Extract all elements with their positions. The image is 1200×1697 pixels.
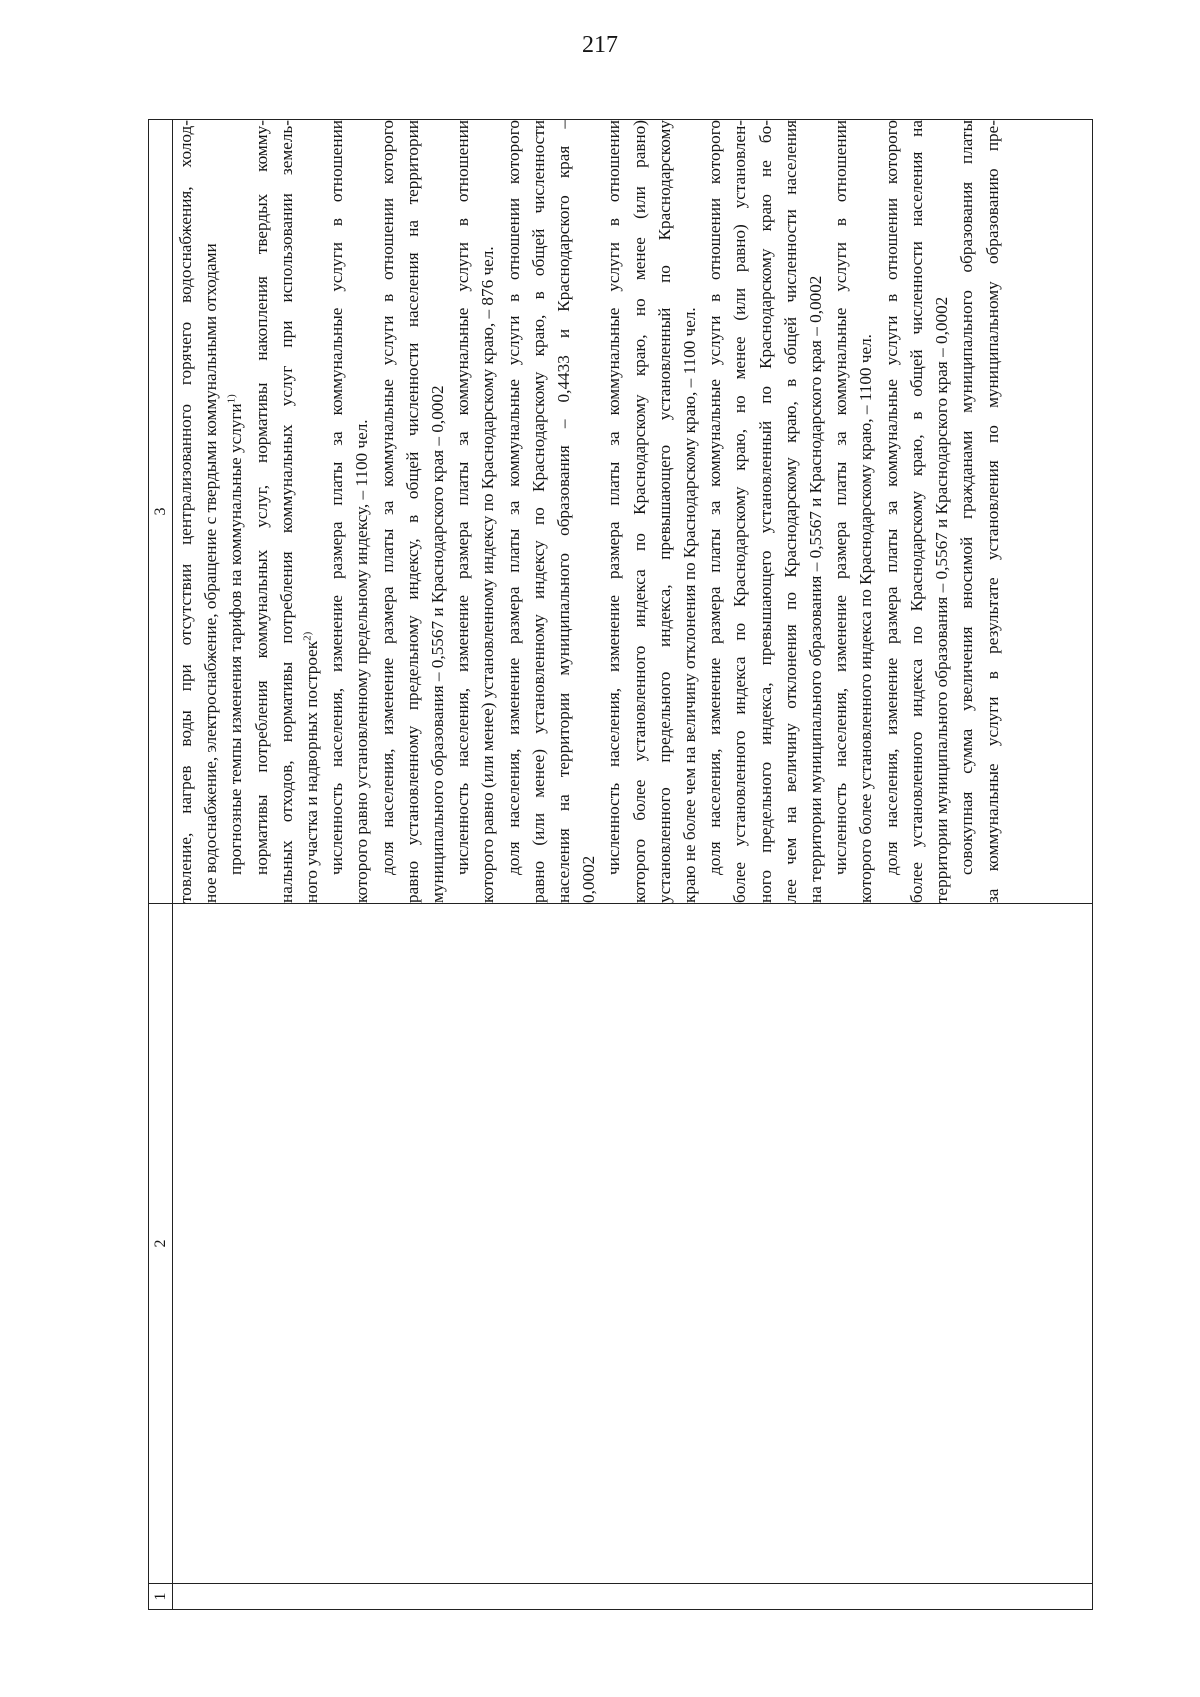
text-line: 0,0002 bbox=[579, 855, 599, 903]
page-number: 217 bbox=[582, 32, 618, 58]
column-header-3: 3 bbox=[149, 120, 173, 904]
text-line: прогнозные темпы изменения тарифов на коммунальные услуги$^{1)}$ bbox=[225, 394, 246, 875]
text-line: за коммунальные услуги в результате установления по муниципальному образованию пре- bbox=[982, 120, 1002, 903]
text-line: численность населения, изменение размера платы за коммунальные услуги в отношении bbox=[604, 120, 624, 875]
text-line: краю не более чем на величину отклонения по Краснодарскому краю, – 1100 чел. bbox=[680, 307, 700, 903]
text-line: равно (или менее) установленному индексу по Краснодарскому краю, в общей численности bbox=[528, 120, 548, 903]
column-header-1: 1 bbox=[149, 1584, 173, 1610]
table-header-row bbox=[149, 120, 173, 1610]
rotated-table-frame bbox=[148, 120, 1093, 1610]
text-line: муниципального образования – 0,5567 и Краснодарского края – 0,0002 bbox=[428, 385, 448, 903]
text-line: ного участка и надворных построек$^{2)}$ bbox=[301, 631, 322, 903]
column-header-2: 2 bbox=[149, 904, 173, 1584]
text-line: более установленного индекса по Краснодарскому краю, в общей численности населения на bbox=[906, 120, 926, 903]
text-line: которого равно (или менее) установленному индексу по Краснодарскому краю, – 876 чел. bbox=[478, 246, 498, 903]
text-line: доля населения, изменение размера платы за коммунальные услуги в отношении которого bbox=[705, 120, 725, 875]
cell-col3 bbox=[173, 120, 1093, 904]
text-line: которого более установленного индекса по Краснодарскому краю, – 1100 чел. bbox=[856, 334, 876, 903]
text-line: на территории муниципального образования – 0,5567 и Краснодарского края – 0,0002 bbox=[806, 275, 826, 903]
text-line: населения на территории муниципального образования – 0,4433 и Краснодарского края – bbox=[554, 120, 574, 903]
text-line: более установленного индекса по Краснодарскому краю, но менее (или равно) установлен- bbox=[730, 120, 750, 903]
cell-col3-text bbox=[173, 120, 1005, 903]
text-line: которого более установленного индекса по Краснодарскому краю, но менее (или равно) bbox=[629, 120, 649, 903]
text-line: которого равно установленному предельному индексу, – 1100 чел. bbox=[352, 419, 372, 903]
text-line: ное водоснабжение, электроснабжение, обращение с твердыми коммунальными отходами bbox=[201, 243, 221, 903]
text-line: равно установленному предельному индексу, в общей численности населения на территории bbox=[402, 120, 422, 903]
cell-col2 bbox=[173, 904, 1093, 1584]
footnote-marker: 1) bbox=[225, 394, 238, 404]
text-line: лее чем на величину отклонения по Краснодарскому краю, в общей численности населения bbox=[780, 120, 800, 903]
text-line: ного предельного индекса, превышающего установленный по Краснодарскому краю не бо- bbox=[755, 120, 775, 903]
text-line: доля населения, изменение размера платы за коммунальные услуги в отношении которого bbox=[503, 120, 523, 875]
text-line: доля населения, изменение размера платы за коммунальные услуги в отношении которого bbox=[377, 120, 397, 875]
text-line: установленного предельного индекса, превышающего установленный по Краснодарскому bbox=[654, 120, 674, 903]
text-line: совокупная сумма увеличения вносимой гражданами муниципального образования платы bbox=[957, 120, 977, 875]
data-table bbox=[148, 119, 1093, 1610]
text-line: численность населения, изменение размера платы за коммунальные услуги в отношении bbox=[453, 120, 473, 875]
text-line: доля населения, изменение размера платы за коммунальные услуги в отношении которого bbox=[881, 120, 901, 875]
table-row bbox=[173, 120, 1093, 1610]
text-line: численность населения, изменение размера платы за коммунальные услуги в отношении bbox=[831, 120, 851, 875]
text-line: нормативы потребления коммунальных услуг, нормативы накопления твердых комму- bbox=[251, 120, 271, 875]
footnote-marker: 2) bbox=[301, 631, 314, 641]
text-line: территории муниципального образования – 0,5567 и Краснодарского края – 0,0002 bbox=[932, 296, 952, 903]
text-line: товление, нагрев воды при отсутствии централизованного горячего водоснабжения, холод- bbox=[176, 120, 195, 903]
text-line: численность населения, изменение размера платы за коммунальные услуги в отношении bbox=[327, 120, 347, 875]
cell-col1 bbox=[173, 1584, 1093, 1610]
text-line: нальных отходов, нормативы потребления коммунальных услуг при использовании земель- bbox=[276, 120, 296, 903]
